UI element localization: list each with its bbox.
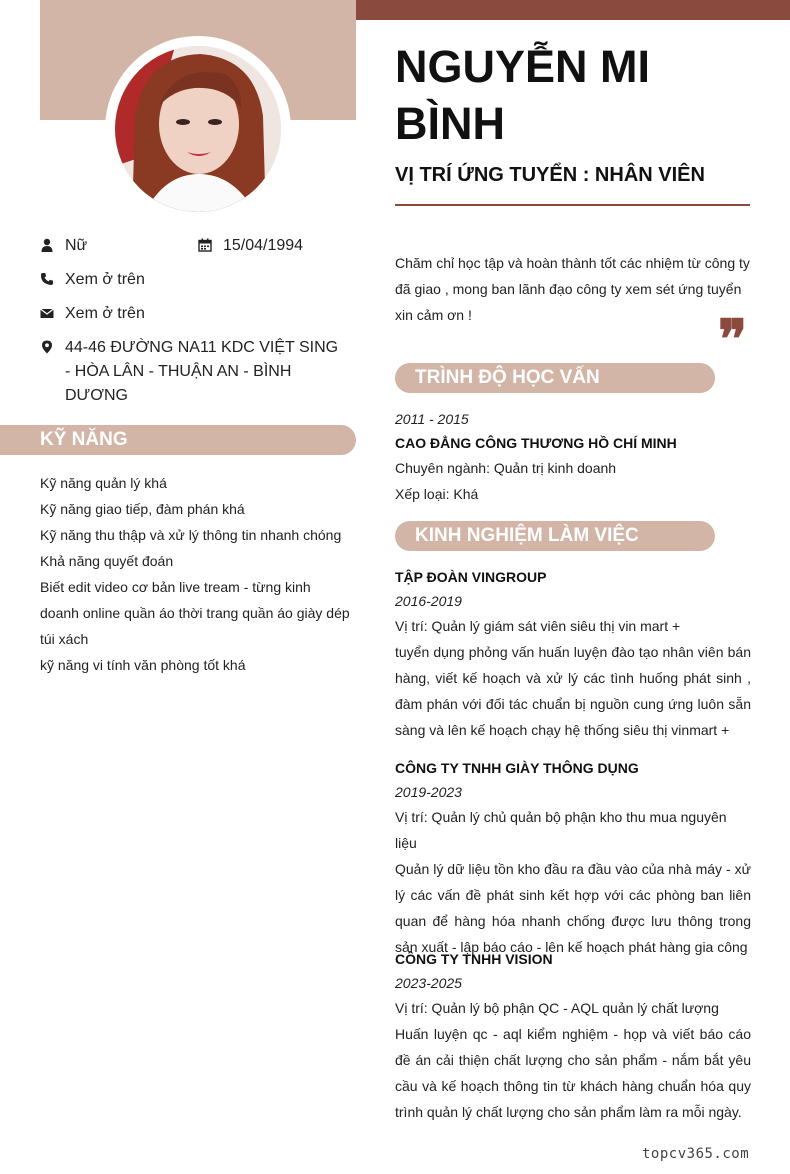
skill-item: Khả năng quyết đoán — [40, 553, 174, 569]
avatar-photo — [115, 46, 281, 212]
skill-item: Kỹ năng quản lý khá — [40, 475, 167, 491]
map-pin-icon — [40, 340, 54, 354]
job-role: Vị trí: Quản lý chủ quản bộ phận kho thu mua nguyên liệu — [395, 809, 727, 851]
skill-item: kỹ năng vi tính văn phòng tốt khá — [40, 657, 246, 673]
skill-item: Kỹ năng giao tiếp, đàm phán khá — [40, 501, 245, 517]
quote-icon: ❞ — [718, 307, 748, 371]
education-grade: Xếp loại: Khá — [395, 486, 479, 502]
mail-icon — [40, 306, 54, 320]
site-watermark: topcv365.com — [642, 1146, 750, 1162]
career-objective: Chăm chỉ học tập và hoàn thành tốt các nhiệm từ công ty đã giao , mong ban lãnh đạo công ty xem sét ứng tuyển xin cảm ơn ! — [395, 255, 750, 323]
school-name: CAO ĐẲNG CÔNG THƯƠNG HỒ CHÍ MINH — [395, 435, 677, 451]
email-row — [40, 302, 350, 326]
applied-position: VỊ TRÍ ỨNG TUYỂN : NHÂN VIÊN — [395, 164, 705, 186]
phone-value: Xem ở trên — [65, 271, 145, 288]
skills-title: KỸ NĂNG — [40, 429, 128, 450]
avatar — [115, 46, 281, 212]
header-accent-band — [356, 0, 790, 20]
education-entry — [395, 407, 751, 507]
skill-item: Kỹ năng thu thập và xử lý thông tin nhanh chóng — [40, 527, 342, 543]
job-company: CÔNG TY TNHH VISION — [395, 951, 553, 967]
birthday-row — [198, 234, 356, 258]
education-period: 2011 - 2015 — [395, 411, 469, 427]
person-icon — [40, 238, 54, 252]
skill-item: Biết edit video cơ bản live tream - từng kinh doanh online quần áo thời trang quần áo giày dép túi xách — [40, 579, 350, 647]
job-role: Vị trí: Quản lý bộ phận QC - AQL quản lý chất lượng — [395, 1000, 719, 1016]
calendar-icon — [198, 238, 212, 252]
education-section-header — [395, 363, 715, 393]
gender-value: Nữ — [65, 237, 88, 254]
job-description: tuyển dụng phỏng vấn huấn luyện đào tạo nhân viên bán hàng, viết kế hoạch và xử lý các tình huống phát sinh , đàm phán với đối tác chuẩn bị nguồn cung ứng luôn sẵn sàng và lên kế hoạch chạy hệ thống siêu thị vinmart + — [395, 644, 751, 738]
education-title: TRÌNH ĐỘ HỌC VẤN — [415, 367, 600, 388]
phone-icon — [40, 272, 54, 286]
address-row — [40, 336, 340, 408]
job-entry — [395, 565, 751, 743]
education-major: Chuyên ngành: Quản trị kinh doanh — [395, 460, 617, 476]
job-period: 2023-2025 — [395, 975, 462, 991]
job-company: TẬP ĐOÀN VINGROUP — [395, 569, 547, 585]
job-entry — [395, 756, 751, 960]
experience-title: KINH NGHIỆM LÀM VIỆC — [415, 525, 639, 546]
job-period: 2016-2019 — [395, 593, 462, 609]
email-value: Xem ở trên — [65, 305, 145, 322]
address-value: 44-46 ĐƯỜNG NA11 KDC VIỆT SING - HÒA LÂN - THUẬN AN - BÌNH DƯƠNG — [65, 339, 339, 404]
job-company: CÔNG TY TNHH GIÀY THÔNG DỤNG — [395, 760, 639, 776]
job-role: Vị trí: Quản lý giám sát viên siêu thị vin mart + — [395, 618, 681, 634]
birthday-value: 15/04/1994 — [223, 237, 304, 254]
skills-section-header — [0, 425, 356, 455]
title-divider — [395, 204, 750, 206]
job-entry — [395, 947, 751, 1125]
skills-list — [40, 470, 352, 678]
job-description: Huấn luyện qc - aql kiểm nghiệm - họp và viết báo cáo đề án cải thiện chất lượng cho sản phẩm - nắm bắt yêu cầu và kế hoạch thông tin từ khách hàng chuẩn hóa quy trình quản lý chất lượng cho sản phẩm làm ra mỗi ngày. — [395, 1026, 751, 1120]
candidate-name: NGUYỄN MI BÌNH — [395, 41, 651, 149]
gender-row — [40, 234, 190, 258]
experience-section-header — [395, 521, 715, 551]
phone-row — [40, 268, 350, 292]
job-period: 2019-2023 — [395, 784, 462, 800]
job-description: Quản lý dữ liệu tồn kho đầu ra đầu vào của nhà máy - xử lý các vấn đề phát sinh kết hợp với các phòng ban liên quan để hàng hóa nhanh chống được lưu thông trong sản xuất - lập báo cáo - lên kế hoạch phát hàng gia công — [395, 861, 751, 955]
